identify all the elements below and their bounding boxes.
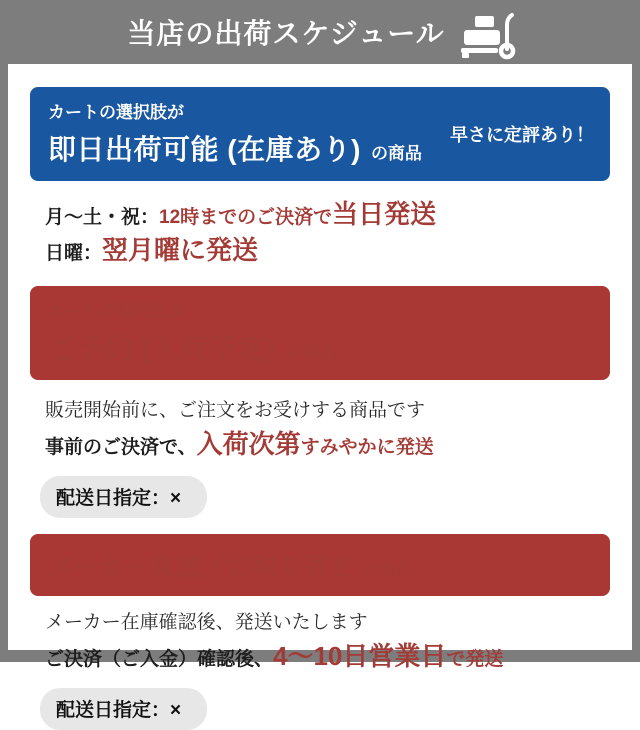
sunday-label: 日曜： [45,243,103,264]
banner-preorder-title: ご予約 (入荷予定) [48,333,276,364]
same-day-shipping-text: 当日発送 [332,199,437,229]
hand-truck-icon [461,13,513,59]
prompt-shipping-text: すみやかに発送 [300,437,434,458]
banner-dropship-suffix: の商品 [363,562,412,579]
preorder-note: 販売開始前に、ご注文をお受けする商品です [45,400,426,421]
banner-dropship-title-row [48,547,592,583]
banner-dropship [30,534,610,596]
banner-preorder-suffix: の商品 [285,343,337,362]
deadline-text: 12時までのご決済で [159,207,333,228]
content-area [8,64,632,721]
banner-preorder [30,286,610,380]
banner-dropship-title: メーカー直送／お取り寄せ [48,553,354,581]
banner-instock-suffix: の商品 [370,144,422,163]
instock-schedule [45,198,610,270]
instock-schedule-line2 [45,234,610,270]
on-arrival-text: 入荷次第 [196,429,301,459]
preorder-schedule-line1 [45,396,610,426]
speed-badge: 早さに定評あり！ [450,125,594,145]
delivery-date-badge: 配送日指定：× [40,476,207,518]
shipping-suffix-text: で発送 [446,649,504,670]
delivery-date-badge: 配送日指定：× [40,688,207,730]
banner-instock [30,87,610,181]
page-title: 当店の出荷スケジュール [127,18,445,49]
header [0,0,640,64]
dropship-schedule [45,608,610,678]
preorder-pill-row [40,476,610,518]
banner-instock-title: 即日出荷可能 (在庫あり) [48,134,361,165]
dropship-schedule-line2 [45,638,610,678]
payment-confirm-label: ご決済（ご入金）確認後、 [45,649,274,670]
next-monday-shipping-text: 翌月曜に発送 [102,235,259,265]
prepayment-label: 事前のご決済で、 [45,437,197,458]
dropship-schedule-line1 [45,608,610,638]
preorder-schedule-line2 [45,426,610,466]
dropship-note: メーカー在庫確認後、発送いたします [45,612,368,633]
banner-preorder-title-row [48,327,592,367]
banner-instock-subtitle: カートの選択肢が [48,103,184,122]
business-days-text: 4〜10日営業日 [273,641,447,671]
preorder-schedule [45,396,610,466]
weekday-label: 月〜土・祝： [45,207,160,228]
dropship-pill-row [40,688,610,730]
banner-preorder-subtitle: カートの選択肢が [48,302,184,321]
instock-schedule-line1 [45,198,610,234]
